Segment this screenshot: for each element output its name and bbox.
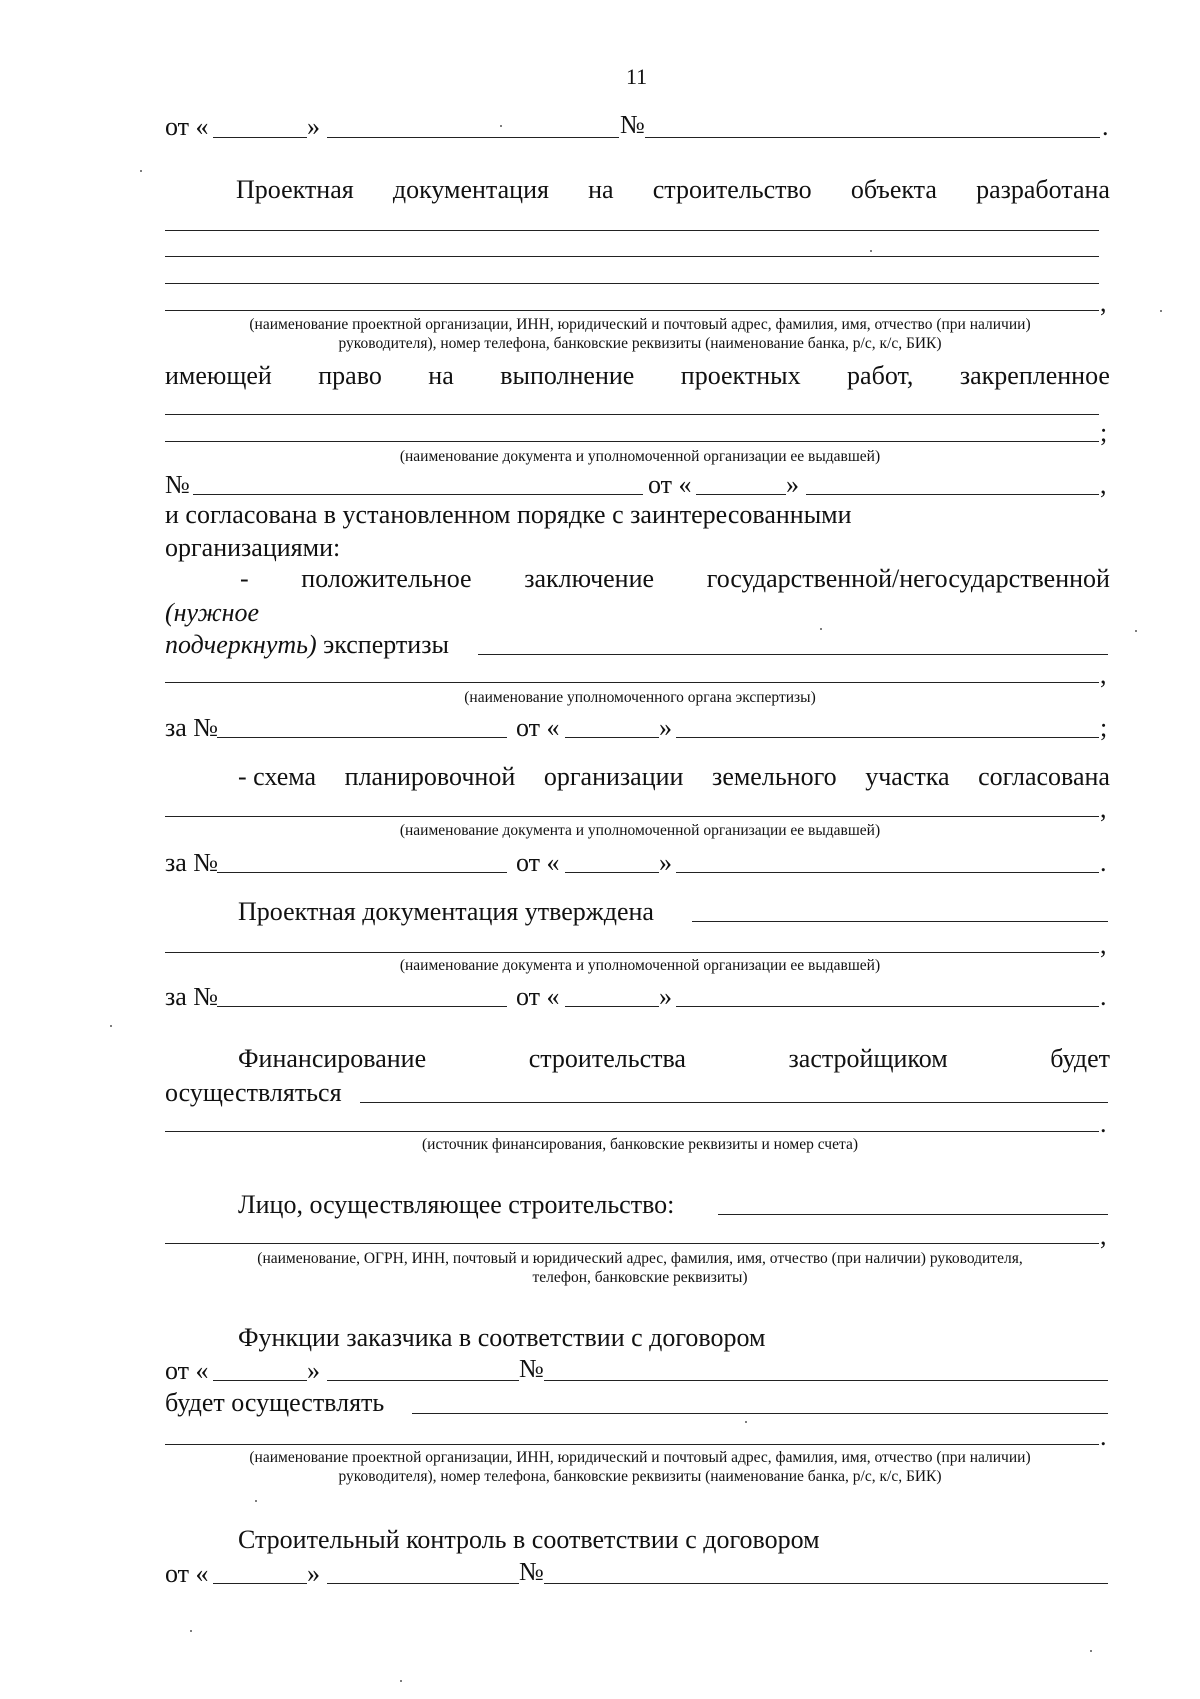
approved-end-dot: . bbox=[1100, 982, 1107, 1011]
scheme-date-blank[interactable] bbox=[676, 872, 1099, 873]
design-org-blank-3[interactable] bbox=[165, 283, 1099, 284]
scheme-day-blank[interactable] bbox=[565, 872, 659, 873]
customer-number-sign: № bbox=[519, 1354, 544, 1383]
agreed-line-2: организациями: bbox=[165, 533, 341, 562]
expertise-org-blank-2[interactable] bbox=[165, 682, 1099, 683]
design-org-blank-4[interactable] bbox=[165, 310, 1099, 311]
expertise-italic-note-1: (нужное bbox=[165, 598, 260, 627]
financing-caption: (источник финансирования, банковские реквизиты и номер счета) bbox=[422, 1136, 858, 1153]
design-org-caption: (наименование проектной организации, ИНН, юридический и почтовый адрес, фамилия, имя, отчество (при наличии) руководителя), номер телефона, банковские реквизиты (наименование банка, р/с, к/с, БИК) bbox=[249, 316, 1031, 352]
financing-line: Финансирование строительства застройщиком будет bbox=[238, 1044, 1110, 1073]
design-developed-line: Проектная документация на строительство объекта разработана bbox=[236, 175, 1110, 204]
expertise-za-label: за № bbox=[165, 713, 219, 742]
scan-speck bbox=[255, 1500, 257, 1502]
builder-name-blank-1[interactable] bbox=[718, 1214, 1108, 1215]
scan-speck bbox=[400, 1680, 402, 1682]
expertise-semicolon: ; bbox=[1100, 713, 1108, 742]
financing-end-dot: . bbox=[1100, 1109, 1107, 1138]
control-number-sign: № bbox=[519, 1557, 544, 1586]
scheme-end-dot: . bbox=[1100, 848, 1107, 877]
control-quote-close: » bbox=[307, 1559, 320, 1588]
customer-org-blank-1[interactable] bbox=[412, 1413, 1108, 1414]
scheme-quote-close: » bbox=[659, 848, 672, 877]
approved-quote-close: » bbox=[659, 982, 672, 1011]
customer-day-blank[interactable] bbox=[213, 1380, 307, 1381]
scheme-caption: (наименование документа и уполномоченной организации ее выдавшей) bbox=[399, 822, 881, 839]
scan-speck bbox=[1135, 630, 1137, 632]
page-number: 11 bbox=[626, 64, 648, 89]
expertise-line: - положительное заключение государственной/негосударственной bbox=[240, 564, 1110, 593]
design-comma: , bbox=[1100, 288, 1107, 317]
scan-speck bbox=[745, 1421, 747, 1423]
approved-comma: , bbox=[1100, 930, 1107, 959]
right-to-work-line: имеющей право на выполнение проектных работ, закрепленное bbox=[165, 361, 1110, 390]
scheme-za-label: за № bbox=[165, 848, 219, 877]
right-ot-label: от « bbox=[648, 470, 692, 499]
design-org-blank-1[interactable] bbox=[165, 230, 1099, 231]
approved-day-blank[interactable] bbox=[565, 1006, 659, 1007]
scan-speck bbox=[1160, 310, 1162, 312]
financing-source-blank-2[interactable] bbox=[165, 1131, 1099, 1132]
control-day-blank[interactable] bbox=[213, 1583, 307, 1584]
scheme-comma: , bbox=[1100, 794, 1107, 823]
right-number-blank[interactable] bbox=[193, 494, 643, 495]
scheme-ot-label: от « bbox=[516, 848, 560, 877]
header-number-sign: № bbox=[620, 110, 645, 139]
expertise-number-blank[interactable] bbox=[217, 737, 507, 738]
customer-will-label: будет осуществлять bbox=[165, 1388, 385, 1417]
header-quote-close: » bbox=[307, 112, 320, 141]
builder-caption: (наименование, ОГРН, ИНН, почтовый и юридический адрес, фамилия, имя, отчество (при наличии) руководителя, телефон, банковские реквизиты) bbox=[257, 1250, 1023, 1286]
design-org-blank-2[interactable] bbox=[165, 256, 1099, 257]
header-month-blank[interactable] bbox=[327, 137, 619, 138]
customer-org-blank-2[interactable] bbox=[165, 1444, 1099, 1445]
customer-quote-close: » bbox=[307, 1356, 320, 1385]
approved-ot-label: от « bbox=[516, 982, 560, 1011]
control-label: Строительный контроль в соответствии с договором bbox=[238, 1525, 820, 1554]
builder-label: Лицо, осуществляющее строительство: bbox=[238, 1190, 675, 1219]
right-quote-close: » bbox=[786, 470, 799, 499]
control-ot-label: от « bbox=[165, 1559, 209, 1588]
scan-speck bbox=[140, 170, 142, 172]
approved-number-blank[interactable] bbox=[217, 1006, 507, 1007]
expertise-caption: (наименование уполномоченного органа экспертизы) bbox=[464, 689, 816, 706]
customer-caption: (наименование проектной организации, ИНН, юридический и почтовый адрес, фамилия, имя, отчество (при наличии) руководителя), номер телефона, банковские реквизиты (наименование банка, р/с, к/с, БИК) bbox=[249, 1449, 1031, 1485]
header-end-dot: . bbox=[1102, 112, 1109, 141]
scheme-number-blank[interactable] bbox=[217, 872, 507, 873]
scheme-doc-blank[interactable] bbox=[165, 816, 1099, 817]
expertise-org-blank-1[interactable] bbox=[478, 654, 1108, 655]
customer-ot-label: от « bbox=[165, 1356, 209, 1385]
financing-label: осуществляться bbox=[165, 1078, 342, 1107]
customer-number-blank[interactable] bbox=[544, 1380, 1108, 1381]
customer-date-blank[interactable] bbox=[327, 1380, 519, 1381]
right-doc-blank-2[interactable] bbox=[165, 441, 1099, 442]
header-date-blank[interactable] bbox=[213, 137, 307, 138]
builder-name-blank-2[interactable] bbox=[165, 1243, 1099, 1244]
scan-speck bbox=[820, 628, 822, 630]
scan-speck bbox=[500, 125, 502, 127]
scan-speck bbox=[190, 1630, 192, 1632]
scan-speck bbox=[870, 250, 872, 252]
right-day-blank[interactable] bbox=[696, 494, 786, 495]
scan-speck bbox=[110, 1025, 112, 1027]
header-ot-label: от « bbox=[165, 112, 209, 141]
right-semicolon: ; bbox=[1100, 418, 1108, 447]
builder-comma: , bbox=[1100, 1221, 1107, 1250]
right-comma: , bbox=[1100, 470, 1107, 499]
expertise-comma: , bbox=[1100, 660, 1107, 689]
header-number-blank[interactable] bbox=[645, 137, 1100, 138]
approved-doc-blank-1[interactable] bbox=[692, 921, 1108, 922]
right-date-blank[interactable] bbox=[806, 494, 1099, 495]
control-date-blank[interactable] bbox=[327, 1583, 519, 1584]
financing-source-blank-1[interactable] bbox=[360, 1102, 1108, 1103]
expertise-date-blank[interactable] bbox=[676, 737, 1099, 738]
customer-end-dot: . bbox=[1100, 1422, 1107, 1451]
scheme-line: - схема планировочной организации земельного участка согласована bbox=[238, 762, 1110, 791]
approved-label: Проектная документация утверждена bbox=[238, 897, 654, 926]
right-doc-blank-1[interactable] bbox=[165, 414, 1099, 415]
expertise-quote-close: » bbox=[659, 713, 672, 742]
right-number-sign: № bbox=[165, 470, 190, 499]
expertise-day-blank[interactable] bbox=[565, 737, 659, 738]
expertise-ot-label: от « bbox=[516, 713, 560, 742]
control-number-blank[interactable] bbox=[544, 1583, 1108, 1584]
scan-speck bbox=[1090, 1650, 1092, 1652]
approved-caption: (наименование документа и уполномоченной организации ее выдавшей) bbox=[399, 957, 881, 974]
approved-za-label: за № bbox=[165, 982, 219, 1011]
right-doc-caption: (наименование документа и уполномоченной организации ее выдавшей) bbox=[399, 448, 881, 465]
approved-date-blank[interactable] bbox=[676, 1006, 1099, 1007]
approved-doc-blank-2[interactable] bbox=[165, 952, 1099, 953]
expertise-label-line: подчеркнуть) экспертизы bbox=[165, 630, 449, 659]
agreed-line-1: и согласована в установленном порядке с заинтересованными bbox=[165, 500, 852, 529]
customer-label: Функции заказчика в соответствии с договором bbox=[238, 1323, 766, 1352]
